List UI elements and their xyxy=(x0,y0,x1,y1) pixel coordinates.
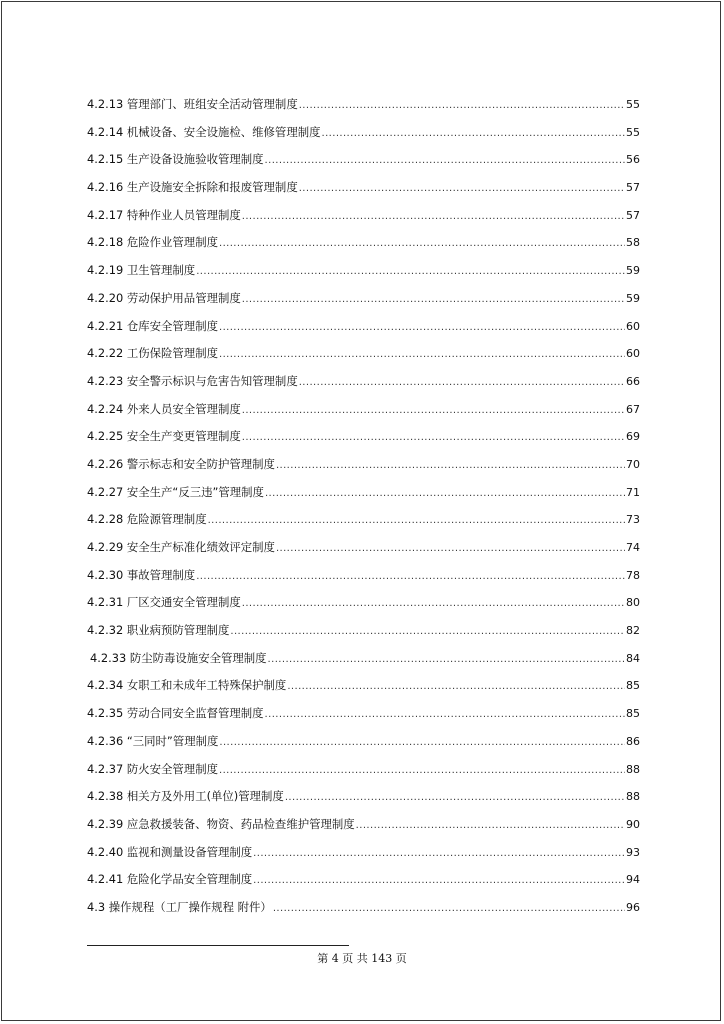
footer-rule xyxy=(87,945,349,946)
toc-entry-title: 4.3 操作规程（工厂操作规程 附件） xyxy=(87,899,272,914)
toc-entry-title: 4.2.21 仓库安全管理制度 xyxy=(87,318,218,333)
toc-entry-title: 4.2.19 卫生管理制度 xyxy=(87,263,196,278)
toc-dot-leader xyxy=(285,788,625,808)
toc-entry[interactable] xyxy=(87,731,640,759)
toc-entry[interactable] xyxy=(87,316,640,344)
toc-dot-leader xyxy=(242,428,625,448)
toc-dot-leader xyxy=(253,871,625,891)
toc-entry-title: 4.2.23 安全警示标识与危害告知管理制度 xyxy=(87,373,298,388)
toc-entry[interactable] xyxy=(87,205,640,233)
toc-dot-leader xyxy=(299,96,625,116)
toc-entry-title: 4.2.15 生产设备设施验收管理制度 xyxy=(87,152,264,167)
toc-entry[interactable] xyxy=(87,482,640,510)
toc-dot-leader xyxy=(242,207,625,227)
toc-entry[interactable] xyxy=(87,897,640,925)
toc-entry-title: 4.2.29 安全生产标准化绩效评定制度 xyxy=(87,540,275,554)
toc-entry-title: 4.2.41 危险化学品安全管理制度 xyxy=(87,872,253,887)
toc-entry-page: 74 xyxy=(626,541,640,554)
toc-entry-page: 59 xyxy=(626,291,640,305)
toc-entry-title: 4.2.16 生产设施安全拆除和报废管理制度 xyxy=(87,180,298,195)
toc-entry-page: 78 xyxy=(626,568,640,582)
toc-entry[interactable] xyxy=(87,565,640,593)
toc-entry-page: 85 xyxy=(626,679,640,693)
toc-entry[interactable] xyxy=(87,177,640,205)
toc-entry[interactable] xyxy=(87,675,640,703)
toc-entry-page: 84 xyxy=(626,651,640,665)
toc-entry[interactable] xyxy=(87,703,640,731)
toc-dot-leader xyxy=(208,511,625,531)
toc-entry-page: 60 xyxy=(626,319,640,333)
toc-entry-page: 71 xyxy=(626,485,640,499)
toc-dot-leader xyxy=(276,456,625,476)
toc-entry-page: 96 xyxy=(626,900,640,914)
toc-entry-page: 56 xyxy=(626,153,640,167)
toc-entry-title: 4.2.31 厂区交通安全管理制度 xyxy=(87,595,241,610)
toc-dot-leader xyxy=(219,318,625,338)
toc-dot-leader xyxy=(242,594,625,614)
toc-entry-page: 66 xyxy=(626,374,640,388)
toc-entry-title: 4.2.36 “三同时”管理制度 xyxy=(87,733,219,748)
toc-entry-title: 4.2.13 管理部门、班组安全活动管理制度 xyxy=(87,97,298,111)
toc-dot-leader xyxy=(299,179,625,199)
toc-entry-title: 4.2.14 机械设备、安全设施检、维修管理制度 xyxy=(87,124,321,139)
toc-dot-leader xyxy=(196,262,625,282)
toc-entry[interactable] xyxy=(87,814,640,842)
toc-entry-page: 93 xyxy=(626,845,640,859)
toc-entry[interactable] xyxy=(87,288,640,316)
toc-entry-title: 4.2.33 防尘防毒设施安全管理制度 xyxy=(90,650,267,665)
toc-entry[interactable] xyxy=(87,122,640,150)
toc-entry-title: 4.2.34 女职工和未成年工特殊保护制度 xyxy=(87,678,287,693)
toc-dot-leader xyxy=(242,401,625,421)
toc-entry-title: 4.2.20 劳动保护用品管理制度 xyxy=(87,290,241,305)
toc-entry[interactable] xyxy=(87,426,640,454)
toc-dot-leader xyxy=(219,345,625,365)
toc-dot-leader xyxy=(242,290,625,310)
toc-entry-page: 73 xyxy=(626,513,640,527)
toc-entry[interactable] xyxy=(87,509,640,537)
toc-entry-title: 4.2.40 监视和测量设备管理制度 xyxy=(87,844,253,859)
toc-entry-title: 4.2.27 安全生产“反三违”管理制度 xyxy=(87,484,264,499)
toc-entry[interactable] xyxy=(87,343,640,371)
toc-entry-page: 86 xyxy=(626,734,640,748)
page-number-footer: 第 4 页 共 143 页 xyxy=(317,952,407,965)
toc-dot-leader xyxy=(265,484,625,504)
table-of-contents xyxy=(87,94,640,925)
toc-entry-page: 88 xyxy=(626,762,640,776)
toc-dot-leader xyxy=(273,899,625,919)
toc-entry[interactable] xyxy=(87,260,640,288)
toc-dot-leader xyxy=(265,705,625,725)
toc-dot-leader xyxy=(268,650,625,670)
toc-dot-leader xyxy=(253,844,625,864)
toc-entry[interactable] xyxy=(87,94,640,122)
toc-entry-title: 4.2.32 职业病预防管理制度 xyxy=(87,623,230,638)
toc-dot-leader xyxy=(196,567,625,587)
toc-entry-title: 4.2.30 事故管理制度 xyxy=(87,567,196,582)
toc-entry[interactable] xyxy=(87,648,640,676)
toc-entry-page: 80 xyxy=(626,596,640,610)
toc-entry-page: 59 xyxy=(626,264,640,278)
toc-entry[interactable] xyxy=(87,149,640,177)
toc-entry[interactable] xyxy=(87,869,640,897)
toc-entry-title: 4.2.17 特种作业人员管理制度 xyxy=(87,207,241,222)
toc-entry-page: 94 xyxy=(626,873,640,887)
toc-entry[interactable] xyxy=(87,232,640,260)
toc-entry[interactable] xyxy=(87,537,640,565)
toc-entry-title: 4.2.37 防火安全管理制度 xyxy=(87,761,218,776)
toc-entry-page: 57 xyxy=(626,208,640,222)
toc-entry-page: 55 xyxy=(626,125,640,139)
toc-dot-leader xyxy=(230,622,625,642)
toc-entry-title: 4.2.39 应急救援装备、物资、药品检查维护管理制度 xyxy=(87,816,355,831)
toc-dot-leader xyxy=(219,761,625,781)
toc-entry[interactable] xyxy=(87,371,640,399)
toc-entry-title: 4.2.18 危险作业管理制度 xyxy=(87,235,218,250)
toc-entry-title: 4.2.26 警示标志和安全防护管理制度 xyxy=(87,456,275,471)
toc-entry-page: 90 xyxy=(626,817,640,831)
toc-entry-title: 4.2.25 安全生产变更管理制度 xyxy=(87,429,241,444)
toc-dot-leader xyxy=(287,677,625,697)
toc-entry-page: 69 xyxy=(626,430,640,444)
toc-entry-page: 82 xyxy=(626,624,640,638)
toc-dot-leader xyxy=(276,539,625,559)
toc-entry-page: 70 xyxy=(626,457,640,471)
toc-entry-page: 58 xyxy=(626,236,640,250)
toc-dot-leader xyxy=(299,373,625,393)
toc-entry[interactable] xyxy=(87,759,640,787)
toc-entry[interactable] xyxy=(87,786,640,814)
toc-entry-page: 57 xyxy=(626,181,640,195)
toc-entry-page: 67 xyxy=(626,402,640,416)
toc-entry[interactable] xyxy=(87,620,640,648)
toc-entry-title: 4.2.28 危险源管理制度 xyxy=(87,512,207,527)
toc-entry-page: 88 xyxy=(626,790,640,804)
toc-entry-page: 55 xyxy=(626,98,640,111)
toc-entry[interactable] xyxy=(87,842,640,870)
toc-entry-title: 4.2.35 劳动合同安全监督管理制度 xyxy=(87,706,264,721)
toc-dot-leader xyxy=(219,234,625,254)
toc-entry-title: 4.2.22 工伤保险管理制度 xyxy=(87,346,218,361)
toc-dot-leader xyxy=(322,124,626,144)
toc-entry[interactable] xyxy=(87,454,640,482)
toc-entry-title: 4.2.24 外来人员安全管理制度 xyxy=(87,401,241,416)
toc-entry-page: 85 xyxy=(626,707,640,721)
toc-entry-title: 4.2.38 相关方及外用工(单位)管理制度 xyxy=(87,789,284,804)
toc-dot-leader xyxy=(356,816,625,836)
toc-entry[interactable] xyxy=(87,592,640,620)
toc-entry-page: 60 xyxy=(626,347,640,361)
toc-dot-leader xyxy=(265,151,625,171)
toc-dot-leader xyxy=(219,733,625,753)
toc-entry[interactable] xyxy=(87,399,640,427)
